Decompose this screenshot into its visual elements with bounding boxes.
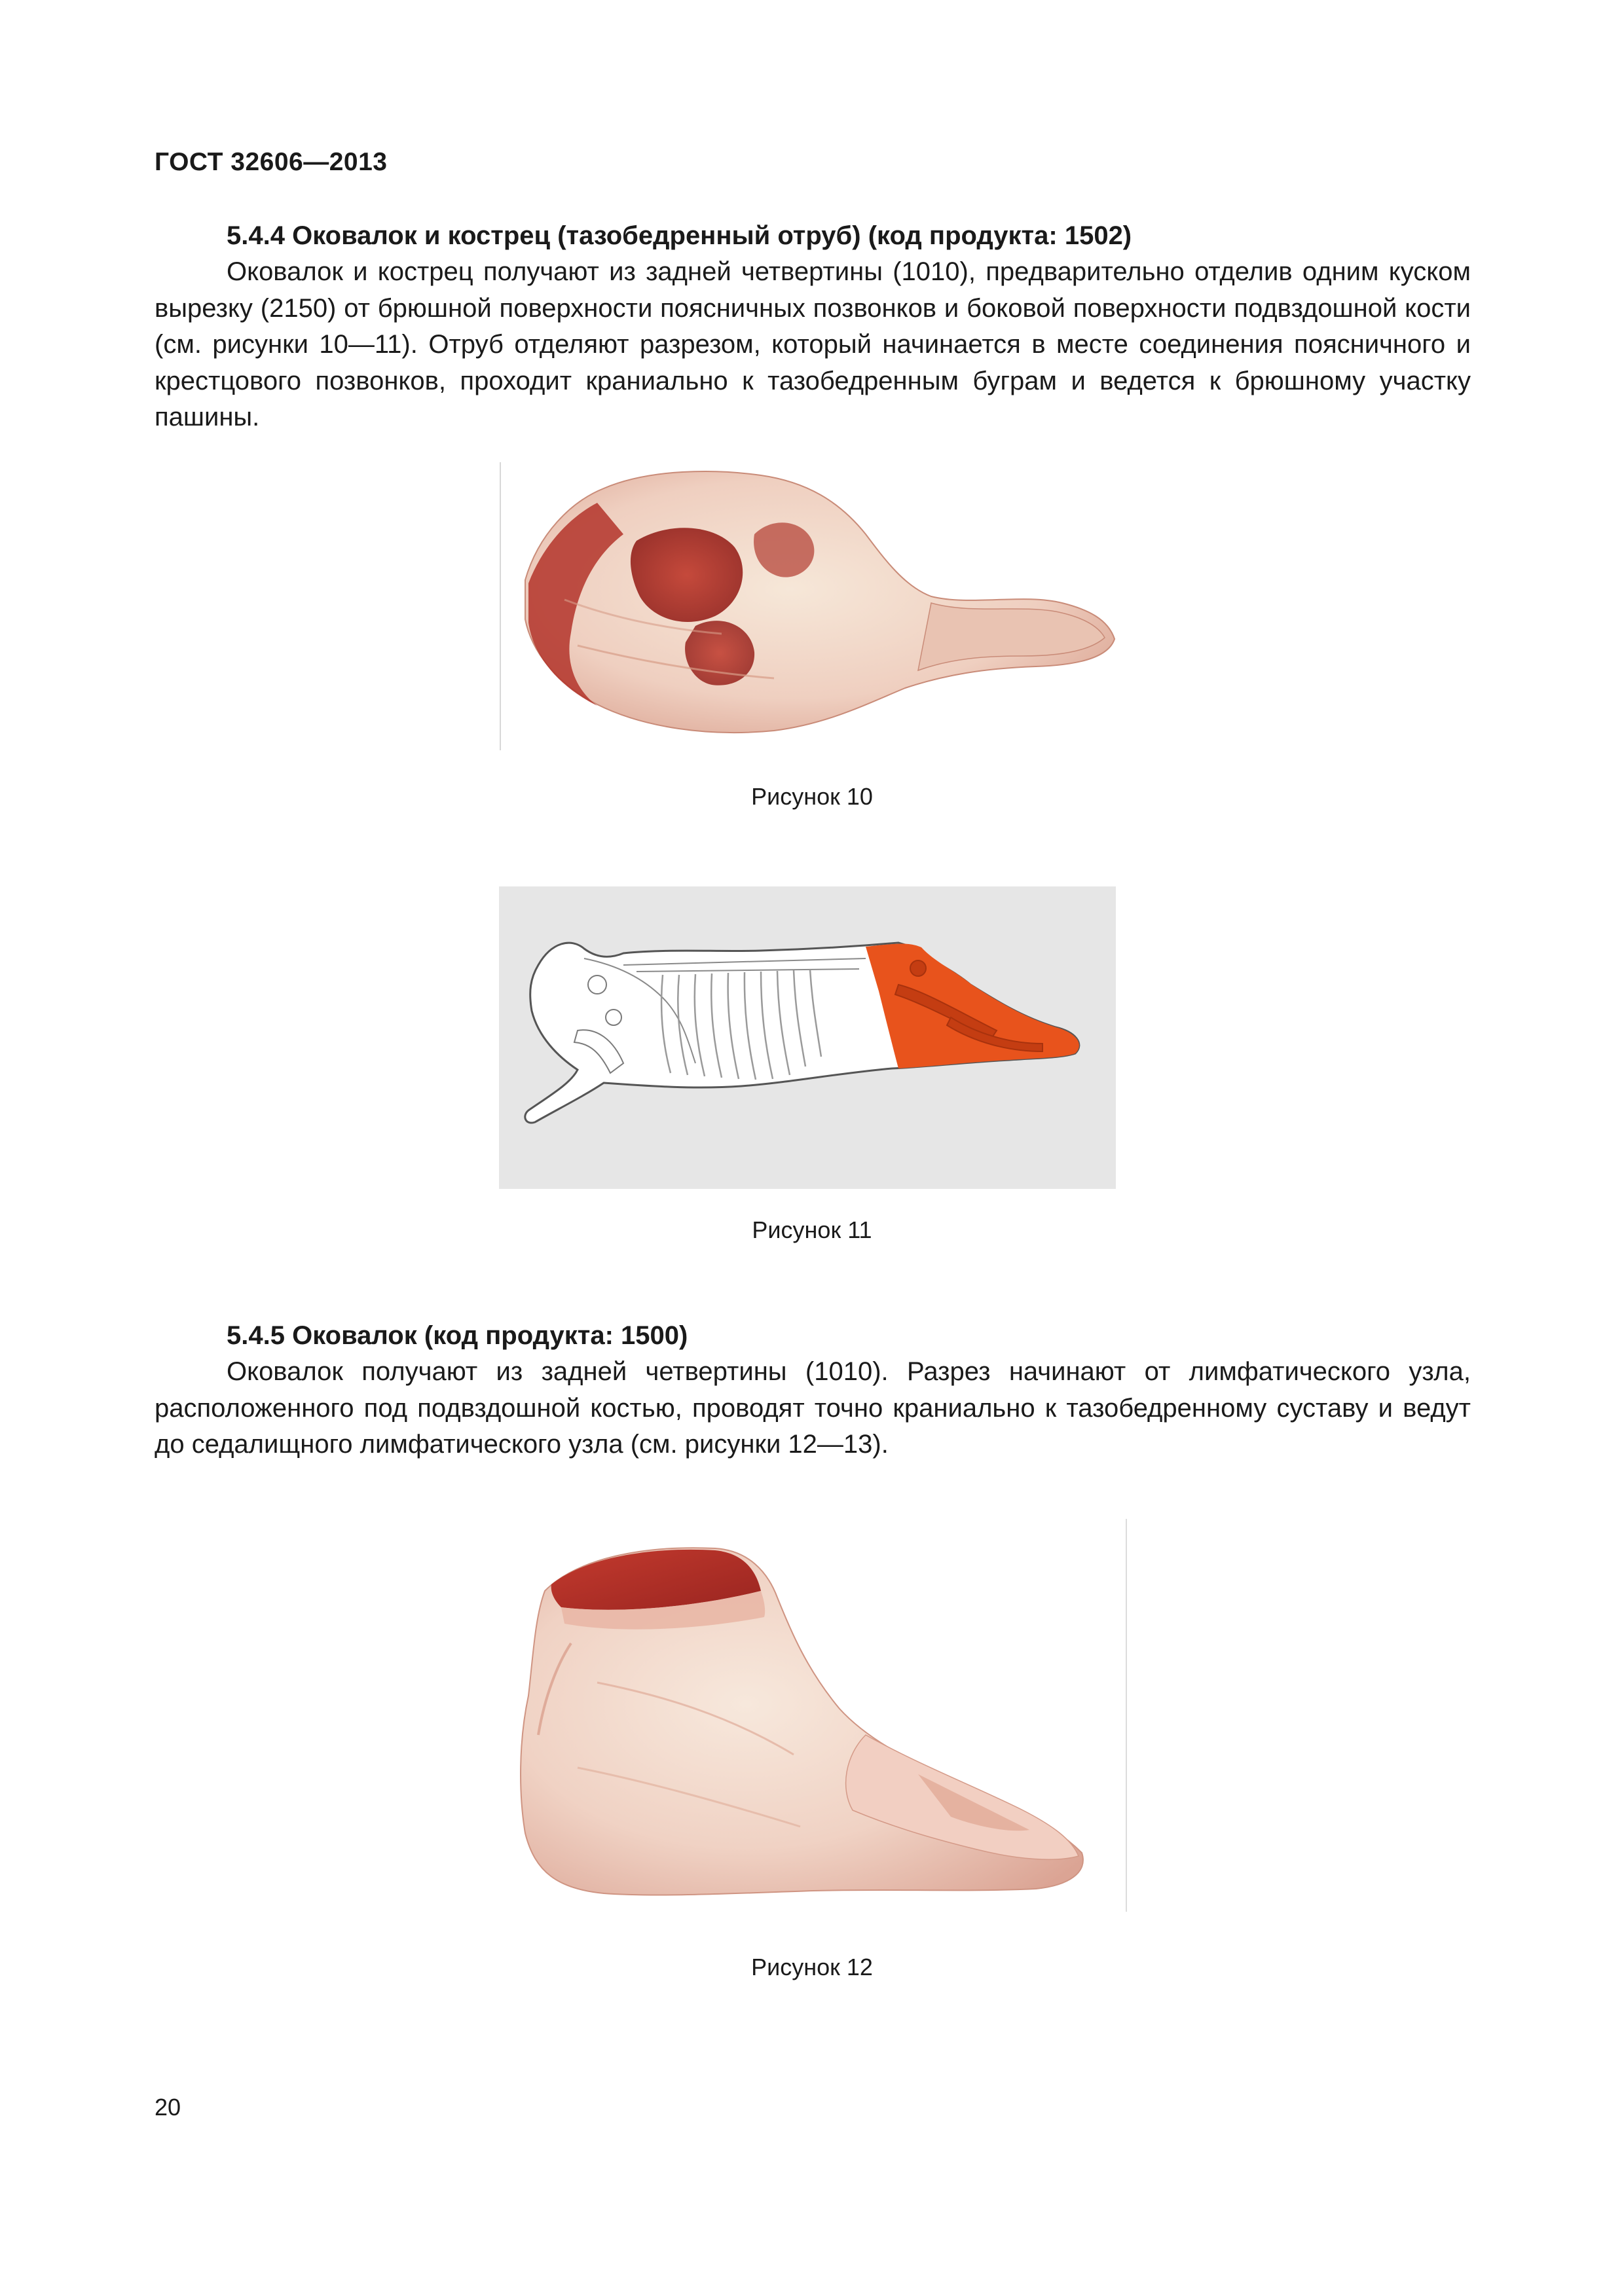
figure-11-diagram [499, 886, 1116, 1189]
section-heading: 5.4.4 Оковалок и кострец (тазобедренный отруб) (код продукта: 1502) [227, 221, 1132, 250]
figure-12-caption: Рисунок 12 [751, 1954, 873, 1980]
section-heading: 5.4.5 Оковалок (код продукта: 1500) [227, 1321, 688, 1350]
figure-11-caption: Рисунок 11 [752, 1216, 872, 1243]
section-5-4-4 [155, 217, 1471, 436]
section-5-4-5 [155, 1317, 1471, 1463]
figure-10-caption: Рисунок 10 [751, 783, 873, 810]
figure-12-photo [499, 1519, 1128, 1912]
standard-header: ГОСТ 32606—2013 [155, 148, 388, 176]
page-number: 20 [155, 2094, 181, 2121]
section-body: Оковалок и кострец получают из задней четвертины (1010), предварительно отделив одним куском вырезку (2150) от брюшной поверхности поясничных позвонков и боковой поверхности подвздошной кости (см. рисунки 10—11). Отруб отделяют разрезом, который начинается в месте соединения поясничного и крестцового позвонков, проходит краниально к тазобедренным буграм и ведется к брюшному участку пашины. [155, 257, 1471, 431]
section-body: Оковалок получают из задней четвертины (1010). Разрез начинают от лимфатического узла, расположенного под подвздошной костью, проводят точно краниально к тазобедренному суставу и ведут до седалищного лимфатического узла (см. рисунки 12—13). [155, 1357, 1471, 1459]
figure-10-photo [499, 462, 1128, 750]
